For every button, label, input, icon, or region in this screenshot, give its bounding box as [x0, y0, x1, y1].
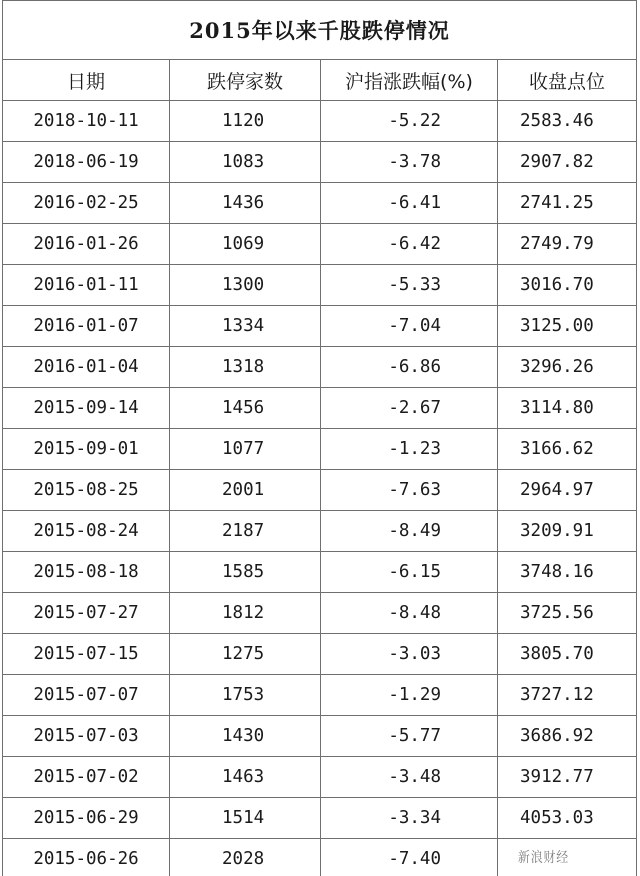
- cell-date: 2015-07-07: [3, 675, 170, 716]
- cell-change: -3.78: [321, 142, 498, 183]
- source-watermark: 新浪财经: [518, 850, 569, 866]
- cell-date: 2015-07-27: [3, 593, 170, 634]
- cell-close: 2964.97: [498, 470, 637, 511]
- cell-change: -2.67: [321, 388, 498, 429]
- cell-change: -7.04: [321, 306, 498, 347]
- table-row: [3, 757, 637, 798]
- cell-change: -8.49: [321, 511, 498, 552]
- cell-date: 2016-01-11: [3, 265, 170, 306]
- header-count: 跌停家数: [170, 60, 321, 101]
- table-row: [3, 388, 637, 429]
- cell-date: 2016-01-26: [3, 224, 170, 265]
- cell-count: 1334: [170, 306, 321, 347]
- cell-close: 3686.92: [498, 716, 637, 757]
- cell-close: 2583.46: [498, 101, 637, 142]
- cell-date: 2016-01-04: [3, 347, 170, 388]
- cell-close: 3748.16: [498, 552, 637, 593]
- cell-close: 3296.26: [498, 347, 637, 388]
- cell-date: 2015-06-26: [3, 839, 170, 876]
- cell-count: 1585: [170, 552, 321, 593]
- cell-date: 2018-06-19: [3, 142, 170, 183]
- cell-date: 2015-09-01: [3, 429, 170, 470]
- table-row: [3, 224, 637, 265]
- cell-close: 4053.03: [498, 798, 637, 839]
- cell-close: 3166.62: [498, 429, 637, 470]
- cell-change: -6.86: [321, 347, 498, 388]
- cell-count: 1436: [170, 183, 321, 224]
- cell-change: -5.33: [321, 265, 498, 306]
- cell-date: 2018-10-11: [3, 101, 170, 142]
- cell-date: 2015-06-29: [3, 798, 170, 839]
- cell-change: -6.41: [321, 183, 498, 224]
- cell-count: 2001: [170, 470, 321, 511]
- cell-close: 3805.70: [498, 634, 637, 675]
- cell-change: -8.48: [321, 593, 498, 634]
- cell-count: 1812: [170, 593, 321, 634]
- cell-close: 2741.25: [498, 183, 637, 224]
- cell-date: 2015-09-14: [3, 388, 170, 429]
- cell-count: 1463: [170, 757, 321, 798]
- cell-count: 2028: [170, 839, 321, 876]
- cell-date: 2015-07-03: [3, 716, 170, 757]
- cell-close: 3114.80: [498, 388, 637, 429]
- cell-date: 2015-08-24: [3, 511, 170, 552]
- cell-change: -5.77: [321, 716, 498, 757]
- cell-count: 1120: [170, 101, 321, 142]
- cell-count: 1456: [170, 388, 321, 429]
- cell-date: 2015-08-18: [3, 552, 170, 593]
- cell-change: -3.48: [321, 757, 498, 798]
- table-row: [3, 142, 637, 183]
- header-row: [3, 60, 637, 101]
- cell-count: 1514: [170, 798, 321, 839]
- cell-change: -7.63: [321, 470, 498, 511]
- cell-change: -3.34: [321, 798, 498, 839]
- header-date: 日期: [3, 60, 170, 101]
- table-row: [3, 429, 637, 470]
- cell-count: 1083: [170, 142, 321, 183]
- cell-close: 3725.56: [498, 593, 637, 634]
- table-row: [3, 634, 637, 675]
- cell-count: 1077: [170, 429, 321, 470]
- cell-date: 2016-02-25: [3, 183, 170, 224]
- cell-close: 2749.79: [498, 224, 637, 265]
- cell-count: 1753: [170, 675, 321, 716]
- cell-change: -3.03: [321, 634, 498, 675]
- cell-change: -1.29: [321, 675, 498, 716]
- cell-close: 3209.91: [498, 511, 637, 552]
- table-row: [3, 183, 637, 224]
- title-row: [3, 1, 637, 60]
- cell-count: 1275: [170, 634, 321, 675]
- cell-date: 2015-07-02: [3, 757, 170, 798]
- cell-close: 3727.12: [498, 675, 637, 716]
- cell-close: 3016.70: [498, 265, 637, 306]
- header-close: 收盘点位: [498, 60, 637, 101]
- cell-change: -1.23: [321, 429, 498, 470]
- table-row: [3, 347, 637, 388]
- cell-change: -6.42: [321, 224, 498, 265]
- cell-date: 2016-01-07: [3, 306, 170, 347]
- cell-count: 1300: [170, 265, 321, 306]
- cell-date: 2015-07-15: [3, 634, 170, 675]
- table-row: [3, 306, 637, 347]
- table-body: [3, 101, 637, 876]
- table-row: [3, 470, 637, 511]
- cell-change: -5.22: [321, 101, 498, 142]
- table-row: [3, 552, 637, 593]
- cell-change: -7.40: [321, 839, 498, 876]
- header-change: 沪指涨跌幅(%): [321, 60, 498, 101]
- table-row: [3, 101, 637, 142]
- limit-down-table: [2, 0, 637, 876]
- cell-date: 2015-08-25: [3, 470, 170, 511]
- cell-close: 3125.00: [498, 306, 637, 347]
- table-title: 2015年以来千股跌停情况: [3, 1, 637, 60]
- cell-count: 1318: [170, 347, 321, 388]
- table-row: [3, 675, 637, 716]
- cell-change: -6.15: [321, 552, 498, 593]
- cell-count: 1069: [170, 224, 321, 265]
- table-row: [3, 798, 637, 839]
- table-row: [3, 716, 637, 757]
- cell-count: 1430: [170, 716, 321, 757]
- table-row: [3, 593, 637, 634]
- table-row: [3, 511, 637, 552]
- cell-close: 2907.82: [498, 142, 637, 183]
- cell-close: 3912.77: [498, 757, 637, 798]
- table-row: [3, 265, 637, 306]
- cell-count: 2187: [170, 511, 321, 552]
